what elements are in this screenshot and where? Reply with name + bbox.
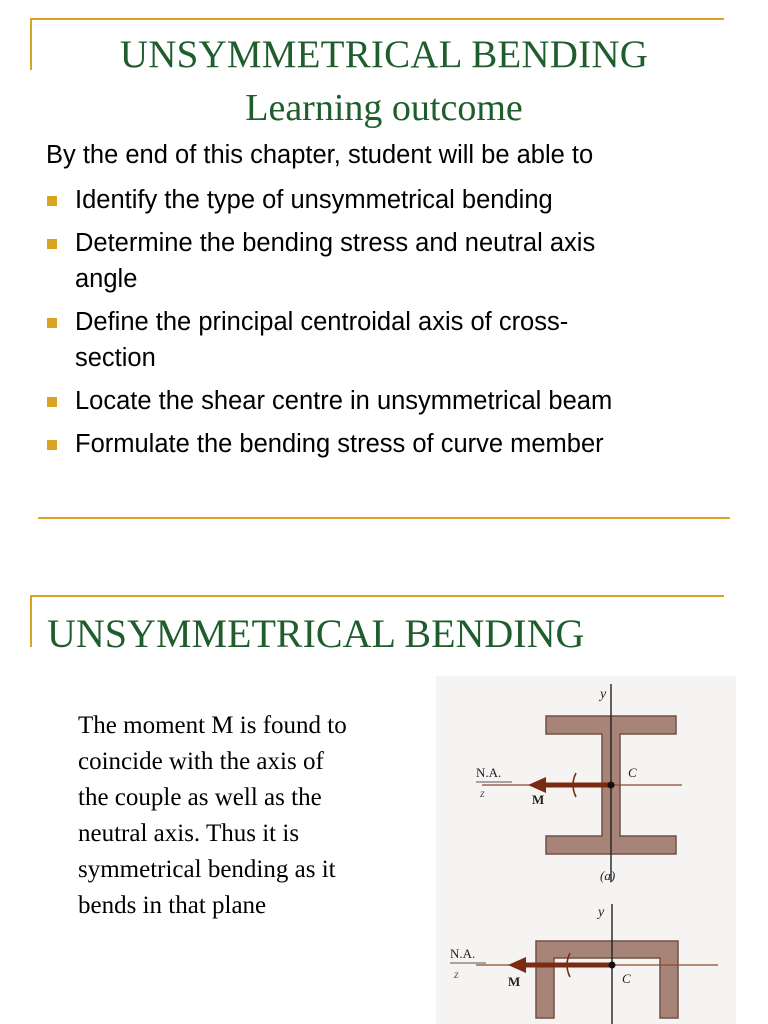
slide-title: UNSYMMETRICAL BENDING: [119, 33, 649, 76]
body-line: symmetrical bending as it: [78, 856, 336, 883]
na-label: N.A.: [476, 765, 502, 780]
slide-unsymmetrical-bending: [0, 590, 768, 1024]
accent-vertical-rule: [30, 595, 32, 647]
body-line: bends in that plane: [78, 892, 267, 919]
body-line: coincide with the axis of: [78, 748, 324, 775]
beam-cross-section-figure: [436, 676, 736, 1024]
moment-label: M: [508, 974, 521, 989]
list-item: [44, 225, 744, 297]
accent-top-rule: [30, 18, 724, 20]
accent-top-rule: [30, 595, 724, 597]
bullet-text: Identify the type of unsymmetrical bending: [75, 186, 553, 214]
na-label: N.A.: [450, 946, 476, 961]
list-item: [44, 426, 744, 462]
bullet-square-icon: [47, 239, 57, 249]
bullet-text: Define the principal centroidal axis of cross-: [75, 308, 569, 336]
z-axis-label: z: [454, 967, 459, 981]
slide-title: UNSYMMETRICAL BENDING: [47, 611, 585, 656]
bullet-square-icon: [47, 196, 57, 206]
moment-label: M: [532, 792, 545, 807]
body-line: the couple as well as the: [78, 784, 322, 811]
bullet-text: Determine the bending stress and neutral axis: [75, 229, 596, 257]
bullet-square-icon: [47, 440, 57, 450]
y-axis-label: y: [598, 905, 605, 920]
centroid-point: [609, 962, 616, 969]
learning-outcome-list: [44, 182, 744, 469]
list-item: [44, 182, 744, 218]
body-line: The moment M is found to: [78, 712, 347, 739]
centroid-label: C: [622, 971, 631, 986]
slide-subtitle: Learning outcome: [245, 87, 523, 129]
z-axis-label: z: [480, 786, 485, 800]
bullet-square-icon: [47, 397, 57, 407]
bullet-text-continued: angle: [75, 265, 138, 293]
body-line: neutral axis. Thus it is: [78, 820, 300, 847]
intro-text: By the end of this chapter, student will be able to: [46, 141, 594, 169]
bullet-text-continued: section: [75, 344, 156, 372]
bullet-square-icon: [47, 318, 57, 328]
centroid-point: [608, 782, 615, 789]
list-item: [44, 304, 744, 376]
figure-caption: (a): [600, 868, 616, 883]
body-paragraph: [78, 708, 418, 924]
bullet-text: Formulate the bending stress of curve member: [75, 430, 604, 458]
accent-bottom-rule: [38, 517, 730, 519]
bullet-text: Locate the shear centre in unsymmetrical beam: [75, 387, 613, 415]
centroid-label: C: [628, 765, 637, 780]
y-axis-label: y: [600, 687, 607, 702]
list-item: [44, 383, 744, 419]
